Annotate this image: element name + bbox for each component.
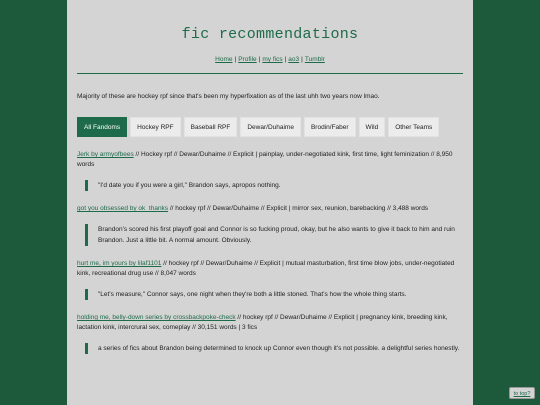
nav-tumblr-link[interactable]: Tumblr: [304, 56, 325, 63]
fic-summary-quote: a series of fics about Brandon being determined to knock up Connor even though it's not possible. a delightful series honestly.: [85, 343, 463, 354]
fic-details: // hockey rpf // Dewar/Duhaime // Explicit | pregnancy kink, breeding kink, lactation kink, intercrural sex, comeplay // 30,151 words | 3 fics: [77, 314, 448, 331]
intro-text: Majority of these are hockey rpf since that's been my hyperfixation as of the last uhh two years now lmao.: [77, 93, 380, 100]
fic-entry: [77, 204, 463, 246]
fic-title-link[interactable]: hurt me, im yours by lilaf1101: [77, 260, 162, 267]
tab-dewar-duhaime[interactable]: Dewar/Duhaime: [240, 117, 301, 137]
nav-home-link[interactable]: Home: [215, 56, 233, 63]
nav-my-fics-link[interactable]: my fics: [262, 56, 283, 63]
fandom-tabs: [77, 117, 463, 137]
fic-details: // hockey rpf // Dewar/Duhaime // Explicit | mutual masturbation, first time blow jobs, under-negotiated kink, recreational drug use // 8,047 words: [77, 260, 455, 277]
fic-summary-quote: "Let's measure," Connor says, one night when they're both a little stoned. That's how the whole thing starts.: [85, 289, 463, 300]
tab-brodin-faber[interactable]: Brodin/Faber: [304, 117, 356, 137]
tab-hockey-rpf[interactable]: Hockey RPF: [130, 117, 180, 137]
nav-separator: |: [301, 56, 303, 63]
to-top-label: to top?: [513, 391, 531, 397]
site-title: fic recommendations: [181, 26, 359, 43]
tab-baseball-rpf[interactable]: Baseball RPF: [184, 117, 238, 137]
tab-all-fandoms[interactable]: All Fandoms: [77, 117, 127, 137]
fic-details: // hockey rpf // Dewar/Duhaime // Explicit | mirror sex, reunion, barebacking // 3,488 words: [168, 205, 429, 212]
fic-entry: [77, 150, 463, 191]
header-divider: [77, 73, 463, 74]
fic-title-link[interactable]: Jerk by armyofbees: [77, 151, 134, 158]
to-top-button[interactable]: [509, 387, 535, 399]
tab-other-teams[interactable]: Other Teams: [388, 117, 439, 137]
nav-ao3-link[interactable]: ao3: [288, 56, 300, 63]
fic-title-link[interactable]: got you obsessed by ok_thanks: [77, 205, 169, 212]
page-container: [67, 0, 473, 405]
fic-summary-quote: Brandon's scored his first playoff goal and Connor is so fucking proud, okay, but he also wants to give it back to him and ruin Brandon. Just a little bit. A normal amount. Obviously.: [85, 224, 463, 246]
nav-separator: |: [258, 56, 261, 63]
fic-meta: [77, 150, 463, 170]
fic-summary-quote: "I'd date you if you were a girl," Brandon says, apropos nothing.: [85, 180, 463, 191]
nav-separator: |: [234, 56, 237, 63]
tab-wild[interactable]: Wild: [359, 117, 386, 137]
fic-entry: [77, 259, 463, 300]
fic-meta: [77, 259, 463, 279]
fic-meta: [77, 313, 463, 333]
top-nav: [67, 56, 473, 63]
nav-profile-link[interactable]: Profile: [238, 56, 257, 63]
fic-details: // Hockey rpf // Dewar/Duhaime // Explicit | painplay, under-negotiated kink, first time, light feminization // 8,950 words: [77, 151, 453, 168]
fic-meta: [77, 204, 463, 214]
nav-separator: |: [284, 56, 287, 63]
fic-entry: [77, 313, 463, 354]
fic-title-link[interactable]: holding me, belly-down series by crossbackpoke-check: [77, 314, 236, 321]
